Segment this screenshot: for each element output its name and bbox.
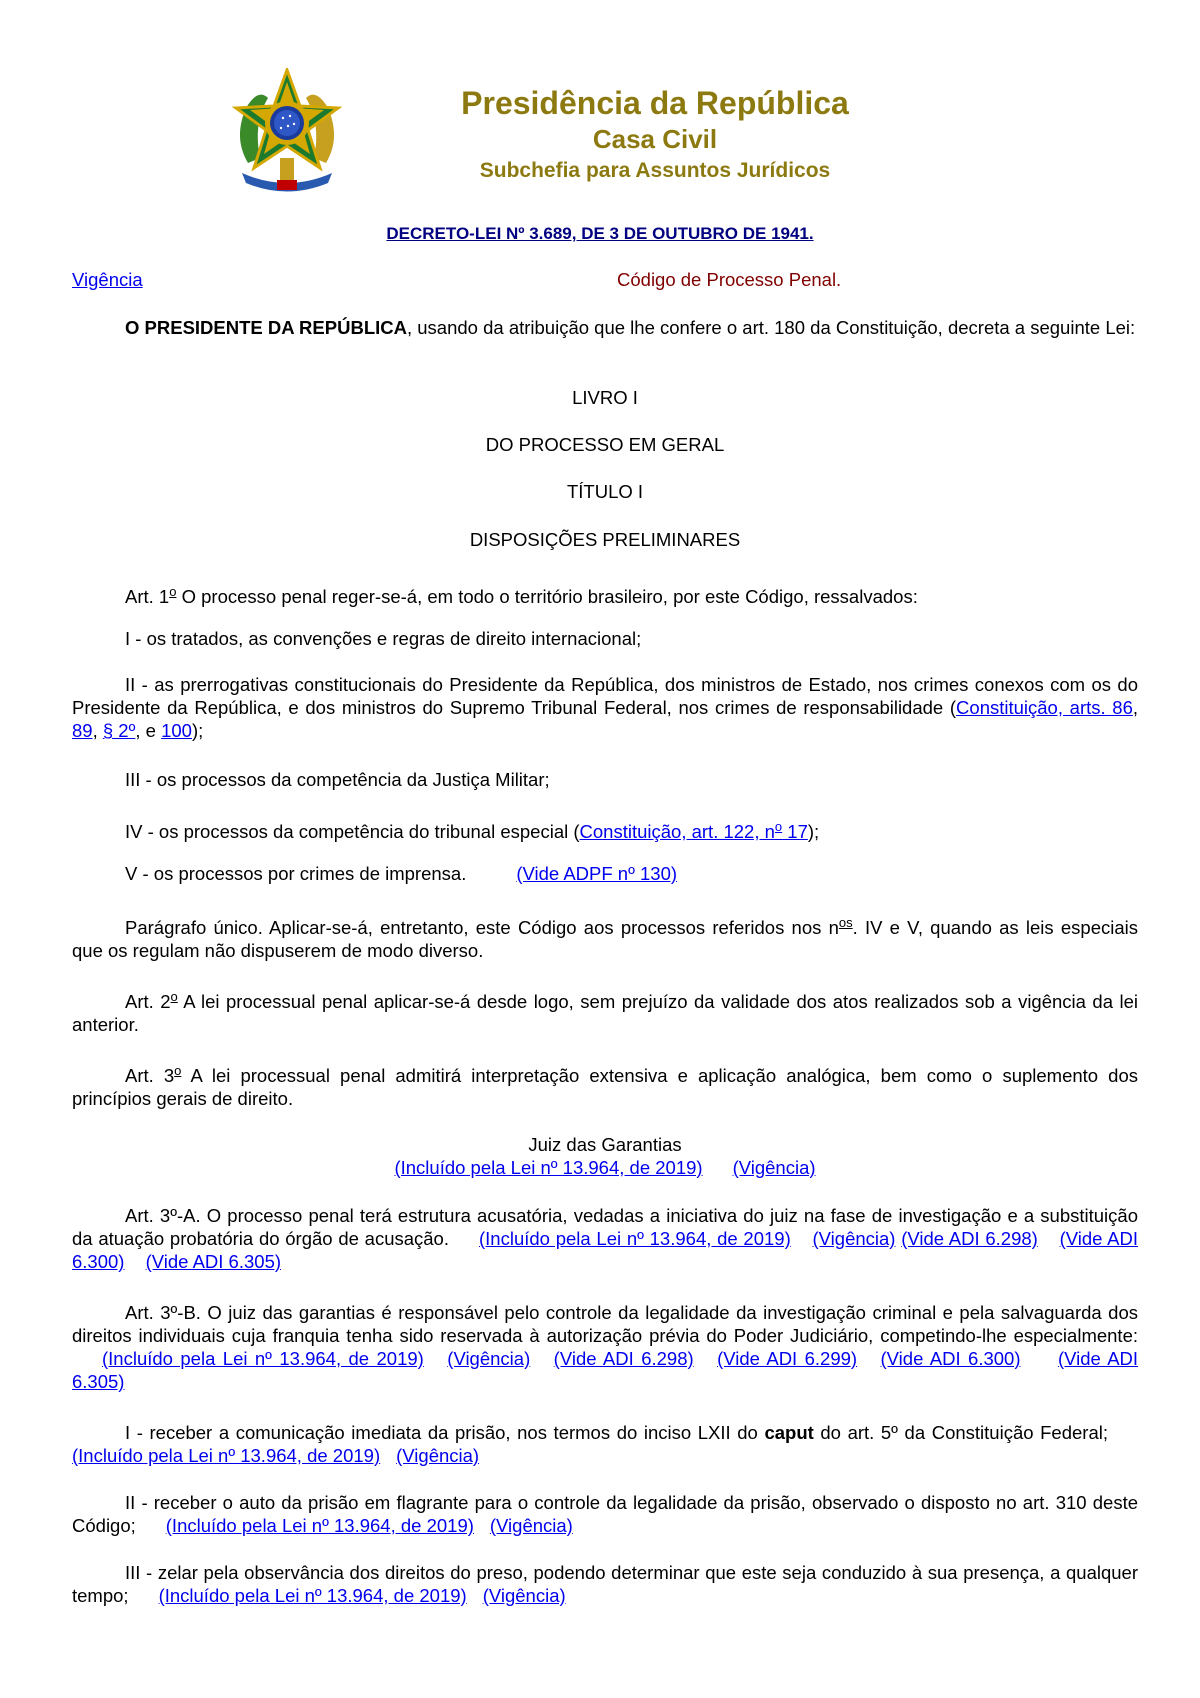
- livro-heading: LIVRO I: [572, 387, 638, 408]
- titulo-heading: TÍTULO I: [566, 481, 644, 502]
- art3b: [72, 1301, 1138, 1393]
- art1-iv: [72, 815, 1138, 843]
- vigencia-link[interactable]: (Vigência): [447, 1348, 531, 1369]
- art3b-text: Art. 3º-B. O juiz das garantias é responsável pelo controle da legalidade da investigação criminal e pela salvaguarda dos direitos individuais cuja franquia tenha sido reservada à autorização prévia do Poder Judiciário, competindo-lhe especialmente:: [72, 1302, 1138, 1346]
- art1-ii: II - as prerrogativas constitucionais do Presidente da República, dos ministros de Estado, nos crimes conexos com os do Presidente da República, e dos ministros do Supremo Tribunal Federal, nos crimes de responsabilidade (Constituição, arts. 86, 89, § 2º, e 100);: [72, 674, 1139, 741]
- paragraph-2-link[interactable]: § 2º: [102, 720, 136, 741]
- preamble-bold: O PRESIDENTE DA REPÚBLICA: [125, 317, 407, 338]
- incluido-lei-link[interactable]: (Incluído pela Lei nº 13.964, de 2019): [394, 1157, 703, 1178]
- art3-prefix: Art. 3: [125, 1065, 175, 1086]
- art122-link-sup: o: [774, 819, 783, 834]
- vigencia-row: [72, 268, 143, 291]
- art2-text: A lei processual penal aplicar-se-á desde logo, sem prejuízo da validade dos atos realizados sob a vigência da lei anterior.: [72, 991, 1138, 1035]
- art1-ii-text: II - as prerrogativas constitucionais do Presidente da República, dos ministros de Estado, nos crimes conexos com os do Presidente da República, e dos ministros do Supremo Tribunal Federal, nos crimes de responsabilidade (: [72, 674, 1138, 718]
- incluido-lei-link[interactable]: (Incluído pela Lei nº 13.964, de 2019): [158, 1585, 467, 1606]
- vide-adi-6298-link[interactable]: (Vide ADI 6.298): [553, 1348, 694, 1369]
- incluido-lei-link[interactable]: (Incluído pela Lei nº 13.964, de 2019): [165, 1515, 474, 1536]
- header-department: Subchefia para Assuntos Jurídicos: [479, 159, 831, 182]
- vigencia-link[interactable]: (Vigência): [396, 1445, 480, 1466]
- vide-adi-6305-link[interactable]: (Vide ADI 6.305): [145, 1251, 282, 1272]
- incluido-lei-link[interactable]: (Incluído pela Lei nº 13.964, de 2019): [72, 1445, 381, 1466]
- header-subtitle: Casa Civil: [592, 124, 718, 154]
- art1-sup: o: [169, 584, 177, 599]
- art3b-iii-text: III - zelar pela observância dos direitos do preso, podendo determinar que este seja conduzido à sua presença, a qualquer tempo;: [72, 1562, 1138, 1606]
- juiz-links: [72, 1156, 1138, 1179]
- art3-text: A lei processual penal admitirá interpretação extensiva e aplicação analógica, bem como o suplemento dos princípios gerais de direito.: [72, 1065, 1138, 1109]
- art3b-iii: [72, 1561, 1138, 1607]
- constituicao-arts-86-link[interactable]: Constituição, arts. 86: [956, 697, 1133, 718]
- vigencia-link[interactable]: (Vigência): [812, 1228, 896, 1249]
- art1-v: [72, 862, 1138, 885]
- vide-adi-6300-link[interactable]: (Vide ADI 6.300): [72, 1228, 1139, 1272]
- preamble-text: , usando da atribuição que lhe confere o art. 180 da Constituição, decreta a seguinte Lei:: [406, 317, 1136, 338]
- art3b-i-text-b: do art. 5º da Constituição Federal;: [813, 1422, 1108, 1443]
- vigencia-link[interactable]: (Vigência): [482, 1585, 566, 1606]
- vigencia-link[interactable]: (Vigência): [489, 1515, 573, 1536]
- art3-sup: o: [174, 1063, 182, 1078]
- art2-prefix: Art. 2: [125, 991, 171, 1012]
- brazil-coat-of-arms-icon: [228, 68, 346, 196]
- art3: [72, 1059, 1138, 1110]
- decree-title-link[interactable]: DECRETO-LEI Nº 3.689, DE 3 DE OUTUBRO DE 1941.: [386, 224, 814, 243]
- art1-paragrafo-unico: [72, 911, 1138, 962]
- art3a-text: Art. 3º-A. O processo penal terá estrutura acusatória, vedadas a iniciativa do juiz na fase de investigação e a substituição da atuação probatória do órgão de acusação.: [72, 1205, 1138, 1249]
- paragrafo-text-a: Parágrafo único. Aplicar-se-á, entretanto, este Código aos processos referidos nos n: [125, 917, 839, 938]
- art3b-ii: [72, 1491, 1138, 1537]
- titulo-name: DISPOSIÇÕES PRELIMINARES: [469, 529, 741, 550]
- art2-sup: o: [170, 989, 178, 1004]
- incluido-lei-link[interactable]: (Incluído pela Lei nº 13.964, de 2019): [479, 1228, 791, 1249]
- art3b-i: [72, 1421, 1138, 1467]
- vide-adi-6300-link[interactable]: (Vide ADI 6.300): [880, 1348, 1021, 1369]
- art3a: [72, 1204, 1138, 1273]
- art122-link-end: 17: [782, 821, 808, 842]
- vide-adi-6299-link[interactable]: (Vide ADI 6.299): [717, 1348, 858, 1369]
- vigencia-link[interactable]: Vigência: [72, 269, 143, 290]
- preamble: [72, 316, 1138, 339]
- ementa: Código de Processo Penal.: [617, 269, 842, 290]
- art1-iii-text: III - os processos da competência da Justiça Militar;: [125, 769, 550, 790]
- art2: [72, 985, 1138, 1036]
- art1-text: O processo penal reger-se-á, em todo o território brasileiro, por este Código, ressalvados:: [176, 586, 918, 607]
- art-100-link[interactable]: 100: [161, 720, 192, 741]
- header-title: Presidência da República: [461, 85, 849, 121]
- art1-iv-end: );: [807, 821, 820, 842]
- art1-prefix: Art. 1: [125, 586, 170, 607]
- page-header: [0, 0, 1200, 215]
- art1-iii: [72, 768, 1138, 791]
- art1: [72, 580, 1138, 608]
- art1-ii-and: , e: [135, 720, 162, 741]
- vide-adi-6298-link[interactable]: (Vide ADI 6.298): [901, 1228, 1038, 1249]
- decree-title-line: [0, 221, 1200, 245]
- art3b-i-text-a: I - receber a comunicação imediata da prisão, nos termos do inciso LXII do: [125, 1422, 765, 1443]
- art1-v-text: V - os processos por crimes de imprensa.: [125, 863, 467, 884]
- juiz-heading: Juiz das Garantias: [528, 1134, 682, 1155]
- vigencia-link[interactable]: (Vigência): [732, 1157, 816, 1178]
- vide-adpf-130-link[interactable]: (Vide ADPF nº 130): [516, 863, 678, 884]
- vide-adi-6305-link[interactable]: (Vide ADI 6.305): [72, 1348, 1139, 1392]
- paragrafo-text-b: . IV e V, quando as leis especiais que os regulam não dispuserem de modo diverso.: [72, 917, 1138, 961]
- art3b-i-caput: caput: [764, 1422, 814, 1443]
- art-89-link[interactable]: 89: [72, 720, 93, 741]
- livro-name: DO PROCESSO EM GERAL: [485, 434, 725, 455]
- art3b-ii-text: II - receber o auto da prisão em flagrante para o controle da legalidade da prisão, observado o disposto no art. 310 deste Código;: [72, 1492, 1138, 1536]
- art1-iv-text: IV - os processos da competência do tribunal especial (: [125, 821, 580, 842]
- art1-ii-end: );: [191, 720, 204, 741]
- art1-i-text: I - os tratados, as convenções e regras de direito internacional;: [125, 628, 642, 649]
- incluido-lei-link[interactable]: (Incluído pela Lei nº 13.964, de 2019): [102, 1348, 424, 1369]
- art1-i: [72, 627, 1138, 650]
- art122-link-text: Constituição, art. 122, n: [579, 821, 775, 842]
- constituicao-art-122-link[interactable]: [580, 821, 808, 842]
- paragrafo-sup: os: [838, 915, 853, 930]
